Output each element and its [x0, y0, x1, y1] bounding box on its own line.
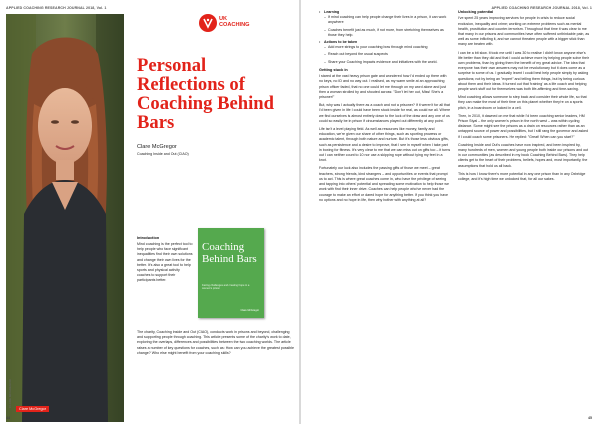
- body-paragraph: Coaching Inside and Out's coaches have now inspired, and been inspired by, many hundreds of men, women and young people both inside our prisons and out in our communities (as described in my book Coaching Behind Bars). They help clients get to the heart of their problems, beliefs, hopes and, most importantly, the assumptions that hold us all back.: [458, 142, 589, 168]
- body-paragraph: I can be a bit slow. It took me until I was 30 to realise I didn't know anyone else's life better than they did and that I could achieve more by helping people solve their own problems, than by giving them the benefit of my great advice. The idea that everyone has their own answers may not be revolutionary but it does come as a surprise to some of us. I gradually learnt I could best help people simply by asking questions; not by being an "expert" and telling them things, but by being curious about them and their ideas. It turned out that 'training' as a life coach and helping people work stuff out for themselves was both life-affirming and time-saving.: [458, 50, 590, 92]
- author-photo: [6, 14, 124, 422]
- running-header-left: APPLIED COACHING RESEARCH JOURNAL 2018, Vol. 1: [6, 6, 107, 10]
- logo-wordmark: UK COACHING: [219, 16, 250, 28]
- book-author: Clare McGregor: [240, 309, 259, 312]
- action-item-text: Add more strings to your coaching bow through mind coaching: [328, 45, 428, 50]
- learning-item-text: Coaches benefit just as much, if not more, from stretching themselves as those they help.: [328, 27, 444, 37]
- learning-item: – If mind coaching can help people change their lives in a prison, it can work anywhere: [319, 15, 451, 25]
- action-item-text: Reach out beyond the usual suspects: [328, 52, 388, 57]
- introduction-narrow-text: Mind coaching is the perfect tool to help people who face significant inequalities find their own solutions and change their own lives for the better. It's also a great tool to help sports and physical activity coaches to support their participants better.: [137, 242, 193, 283]
- learning-label: Learning: [324, 10, 340, 14]
- author-affiliation: Coaching Inside and Out (CIAO): [137, 152, 189, 156]
- left-page: [0, 0, 299, 424]
- page-number-right: 45: [588, 416, 592, 420]
- action-item: – Reach out beyond the usual suspects: [324, 52, 388, 57]
- body-paragraph: I stared at the vast heavy prison gate and wondered how I'd ended up there with no keys, no ID and no way out. I realised, as my warm smile at an approaching prison officer faded, that no one could let me through on my word alone and just then a woman strolled by and shouted across: "Don't let her out, Miss! She's a prisoner!": [319, 74, 447, 100]
- book-subtitle: Facing challenges and creating hope in a women's prison: [202, 284, 250, 291]
- right-column-2: [458, 10, 590, 185]
- body-paragraph: But, why was I actually there as a coach and not a prisoner? If it weren't for all that I'd been given in life I could have been stuck inside for real, as could we all. Where we find ourselves is almost entirely down to the luck of the draw and any one of us could so easily be in prison if circumstances played out differently at any point.: [319, 103, 451, 123]
- photo-caption: Clare McGregor: [16, 406, 49, 412]
- right-column-1: [319, 10, 451, 206]
- right-page: [301, 0, 600, 424]
- bullet-icon: •: [319, 10, 321, 14]
- author-name: Clare McGregor: [137, 144, 177, 150]
- body-paragraph: Fortunately our luck also includes the passing gifts of those we meet – great teachers, strong friends, kind strangers – and opportunities or events that prompt us to act. This is where great coaches come in, who have the privilege of seeing and tapping into others' potential and spreading some motivation to help those we work with find their inner drive. Coaches can help people who've never had the courage to make an effort or dared hope for anything better. If you think you have no options and no hope in life, then why bother with anything at all?: [319, 166, 449, 202]
- action-item: – Add more strings to your coaching bow through mind coaching: [324, 45, 428, 50]
- vertical-photo-credit: [8, 368, 12, 408]
- book-title: Coaching Behind Bars: [202, 241, 257, 265]
- learning-item-text: If mind coaching can help people change their lives in a prison, it can work anywhere: [328, 15, 447, 25]
- body-paragraph: I've spent 25 years improving services for people in crisis to reduce social exclusion, inequality and crime; working on extreme problems such as mental health, prostitution and counter-terrorism. Throughout that time it was clear to me that many in our prisons and communities have often suffered unthinkable pain, as well as some inflicting it, and we cannot threaten people with a bigger stick than many are beaten with.: [458, 16, 590, 47]
- book-cover: [198, 228, 264, 318]
- bullet-icon: •: [319, 40, 321, 45]
- article-title: Personal Reflections of Coaching Behind Bars: [137, 55, 274, 133]
- body-paragraph: Life isn't a level playing field. As well as resources like money, family and education, we're given our share of other things, such as sporting prowess or academic talent, through both nature and nurture. But it's those less obvious gifts, such as persistence and a desire to improve, that I see in myself when I take part in boxing for fitness. It's very clear to me that we can miss out on gifts too – it turns out I can neither count to 10 nor use a skipping rope without tying my feet in a knot.: [319, 127, 451, 163]
- section-heading-getting-stuck-in: Getting stuck in: [319, 67, 348, 72]
- body-paragraph: Then, in 2010, it dawned on me that while I'd been coaching senior leaders, HM Prison Styal – the only women's prison in the north west – was within cycling distance. Some might see the prisons as a drain on resources rather than as an untapped source of power and possibilities, but I still rang the governor and asked if I could coach some prisoners. He replied: "Great! When can you start?": [458, 113, 589, 139]
- running-header-right: APPLIED COACHING RESEARCH JOURNAL 2018, Vol. 1: [491, 6, 592, 10]
- body-paragraph: Mind coaching allows someone to step back and consider their whole life, so that they can make the most of their time on this planet whether they're on a sports pitch, in a boardroom or locked in a cell.: [458, 95, 587, 110]
- logo-mark-icon: [199, 14, 217, 32]
- body-paragraph: This is how I know there's more potential in any one prison than in any Oxbridge college, and it's high time we unlocked that, for all our sakes.: [458, 171, 586, 182]
- actions-label: Actions to be taken: [324, 40, 358, 45]
- action-item: – Share your Coaching Impacts evidence and initiatives with the world.: [324, 59, 438, 64]
- introduction-heading: Introduction: [137, 236, 160, 240]
- introduction-continued-text: The charity, Coaching Inside and Out (CIAO), conducts work in prisons and beyond, challenging and supporting people through coaching. This article presents some of the charity's work to date, exploring the overlaps, differences and possibilities between the two coaching worlds. The article raises a number of key questions for coaches, such as: How can you achieve the greatest possible change? Who else might benefit from your coaching skills?: [137, 330, 295, 355]
- page-number-left: 44: [6, 416, 10, 420]
- photo-credit-text: CLARE MCGREGOR: [8, 379, 12, 408]
- action-item-text: Share your Coaching Impacts evidence and initiatives with the world.: [328, 59, 438, 64]
- section-heading-unlocking-potential: Unlocking potential: [458, 10, 494, 14]
- learning-item: – Coaches benefit just as much, if not more, from stretching themselves as those they help.: [319, 28, 451, 38]
- author-portrait-image: [6, 14, 124, 422]
- uk-coaching-logo: [199, 14, 249, 32]
